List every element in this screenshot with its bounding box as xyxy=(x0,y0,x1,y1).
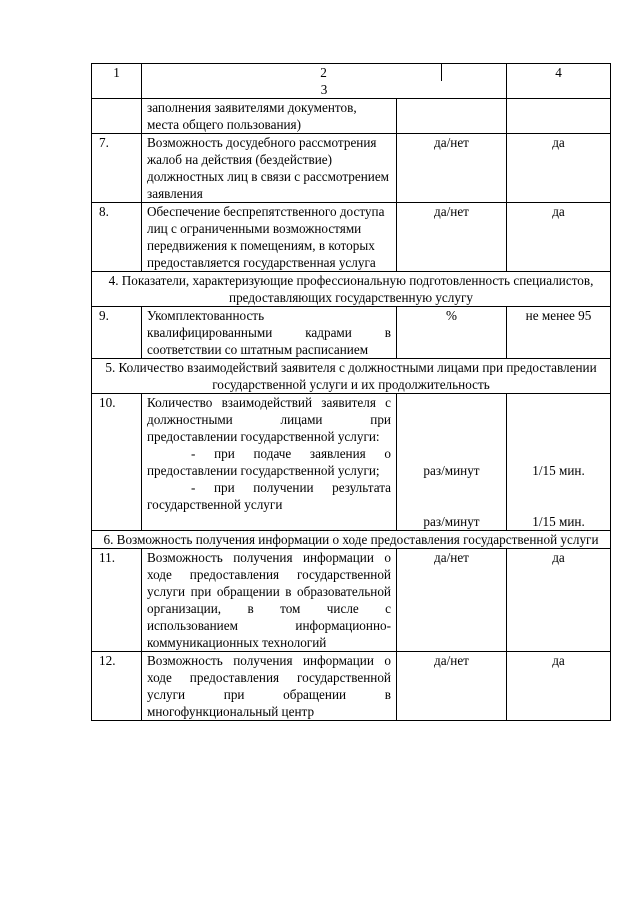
table-row xyxy=(92,99,611,134)
table-row xyxy=(92,652,611,721)
row-number: 9. xyxy=(92,307,142,359)
row-value: да xyxy=(507,549,611,652)
row-subitem-result: - при получении результата государственной услуги xyxy=(147,480,391,512)
row-indicator: Возможность получения информации о ходе предоставления государственной услуги при обращении в образовательной организации, в том числе с использованием информационно-коммуникационных технологий xyxy=(142,549,397,652)
row-indicator-main: Количество взаимодействий заявителя с должностными лицами при предоставлении государственной услуги: xyxy=(147,395,391,444)
row-unit: да/нет xyxy=(397,549,507,652)
column-header-2-label: 2 xyxy=(320,65,327,80)
section-row xyxy=(92,359,611,394)
table-row xyxy=(92,134,611,203)
section-heading-5: 5. Количество взаимодействий заявителя с должностными лицами при предоставлении государственной услуги и их продолжительность xyxy=(92,359,611,394)
row-unit: да/нет xyxy=(397,134,507,203)
row-value: да xyxy=(507,652,611,721)
section-heading-6: 6. Возможность получения информации о ходе предоставления государственной услуги xyxy=(92,531,611,549)
row-indicator: Обеспечение беспрепятственного доступа лиц с ограниченными возможностями передвижения к помещениям, в которых предоставляется государственная услуга xyxy=(142,203,397,272)
section-row xyxy=(92,272,611,307)
row-value xyxy=(507,99,611,134)
row-unit: да/нет xyxy=(397,203,507,272)
table-row xyxy=(92,394,611,531)
table-row xyxy=(92,549,611,652)
row-number: 11. xyxy=(92,549,142,652)
row-unit: да/нет xyxy=(397,652,507,721)
row-indicator: заполнения заявителями документов, места общего пользования) xyxy=(142,99,397,134)
row-value xyxy=(507,394,611,531)
row-value-result: 1/15 мин. xyxy=(532,514,585,529)
indicators-table xyxy=(91,63,611,721)
row-unit xyxy=(397,99,507,134)
row-indicator: Возможность получения информации о ходе предоставления государственной услуги при обращении в многофункциональный центр xyxy=(142,652,397,721)
section-heading-4: 4. Показатели, характеризующие профессиональную подготовленность специалистов, предоставляющих государственную услугу xyxy=(92,272,611,307)
column-header-4: 4 xyxy=(507,64,611,99)
row-value: да xyxy=(507,134,611,203)
row-number: 12. xyxy=(92,652,142,721)
column-number-header-row xyxy=(92,64,611,99)
row-unit-result: раз/минут xyxy=(423,514,480,529)
row-number xyxy=(92,99,142,134)
table-row xyxy=(92,203,611,272)
section-row xyxy=(92,531,611,549)
row-unit-submission: раз/минут xyxy=(423,463,480,478)
column-header-1: 1 xyxy=(92,64,142,99)
row-indicator: Укомплектованность квалифицированными кадрами в соответствии со штатным расписанием xyxy=(142,307,397,359)
row-number: 10. xyxy=(92,394,142,531)
row-unit xyxy=(397,394,507,531)
row-unit: % xyxy=(397,307,507,359)
row-number: 7. xyxy=(92,134,142,203)
row-subitem-submission: - при подаче заявления о предоставлении государственной услуги; xyxy=(147,446,391,478)
row-value-submission: 1/15 мин. xyxy=(532,463,585,478)
column-header-3-label: 3 xyxy=(320,82,328,97)
row-number: 8. xyxy=(92,203,142,272)
row-value: да xyxy=(507,203,611,272)
row-indicator xyxy=(142,394,397,531)
row-indicator: Возможность досудебного рассмотрения жалоб на действия (бездействие) должностных лиц в связи с рассмотрением заявления xyxy=(142,134,397,203)
column-header-2 xyxy=(142,64,507,99)
table-row xyxy=(92,307,611,359)
column-divider xyxy=(441,64,442,81)
row-value: не менее 95 xyxy=(507,307,611,359)
